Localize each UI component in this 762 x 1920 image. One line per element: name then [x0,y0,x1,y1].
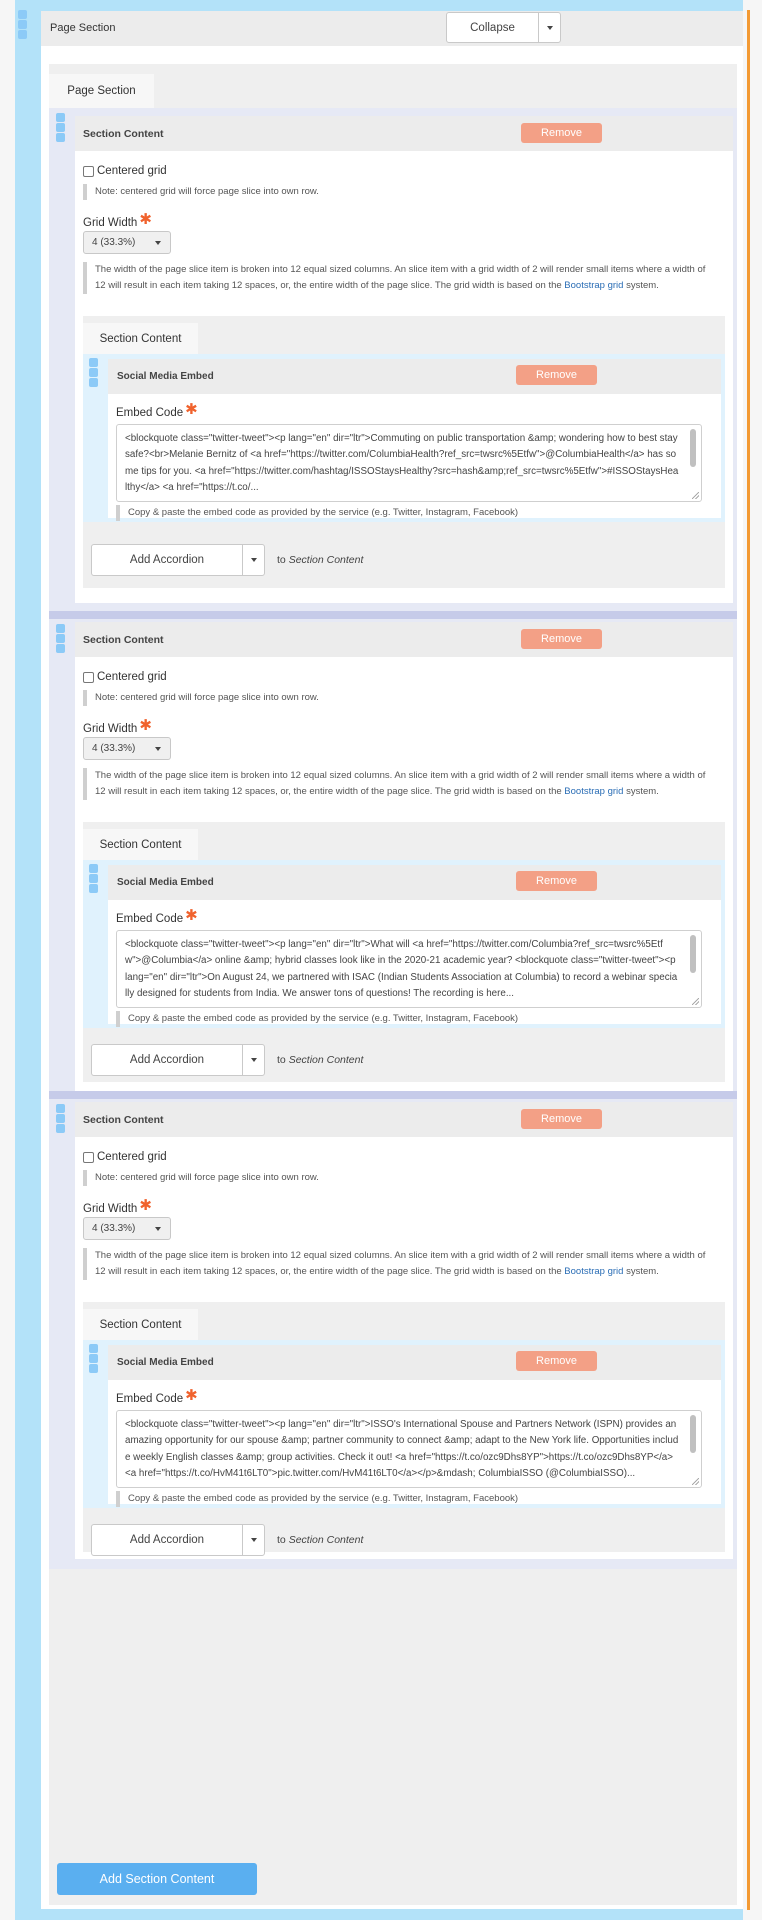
centered-grid-note: Note: centered grid will force page slice into own row. [83,690,319,706]
section-content-inner-panel [83,1302,725,1552]
add-type-dropdown-toggle[interactable] [242,1045,264,1075]
social-media-embed-title: Social Media Embed [117,877,214,888]
textarea-scrollbar[interactable] [690,935,696,973]
social-media-embed-header [108,865,721,900]
add-accordion-button[interactable]: Add Accordion [129,1054,205,1066]
caret-down-icon [155,1227,161,1231]
add-accordion-button[interactable]: Add Accordion [129,1534,205,1546]
embed-code-textarea[interactable]: <blockquote class="twitter-tweet"><p lang="en" dir="ltr">What will <a href="https://twitter.com/Columbia?ref_src=twsrc%5Etfw">@Columbia</a> online &amp; hybrid classes look like in the 2020-21 academic year? <blockquote class="twitter-tweet"><p lang="en" dir="ltr">On August 24, we partnered with ISAC (Indian Students Association at Columbia) to record a webinar specially designed for students from India. We answer tons of questions! The recording is here... [116,930,702,1008]
grid-width-label: Grid Width ✱ [83,211,152,229]
embed-code-textarea[interactable]: <blockquote class="twitter-tweet"><p lang="en" dir="ltr">Commuting on public transportation &amp; wondering how to best stay safe?<br>Melanie Bernitz of <a href="https://twitter.com/ColumbiaHealth?ref_src=twsrc%5Etfw">@ColumbiaHealth</a> has some tips for you. <a href="https://twitter.com/hashtag/ISSOStaysHealthy?src=hash&amp;ref_src=twsrc%5Etfw">#ISSOStaysHealthy</a> <a href="https://t.co/... [116,424,702,502]
social-media-embed-block [83,354,725,522]
page-section-title: Page Section [50,22,116,34]
collapse-button[interactable]: Collapse [470,21,515,34]
grid-width-label: Grid Width ✱ [83,1197,152,1215]
caret-down-icon [155,747,161,751]
required-asterisk-icon: ✱ [185,907,198,924]
tab-section-content[interactable]: Section Content [83,1309,198,1340]
section-content-body [75,151,733,603]
add-accordion-split-button[interactable] [91,544,265,576]
add-type-dropdown-toggle[interactable] [242,545,264,575]
resize-handle-icon[interactable] [692,1478,699,1485]
drag-handle-icon[interactable] [89,1344,99,1374]
caret-down-icon [251,1538,257,1542]
add-accordion-row [91,544,363,576]
textarea-scrollbar[interactable] [690,1415,696,1453]
section-content-title: Section Content [83,1114,164,1126]
remove-section-content-button[interactable]: Remove [521,1109,602,1129]
section-content-block [49,619,737,1091]
grid-width-help: The width of the page slice item is broken into 12 equal sized columns. An slice item with a grid width of 2 will render small items where a width of 12 will result in each item taking 12 spaces, or, the entire width of the page slice. The grid width is based on the Bootstrap grid system. [83,1248,708,1280]
grid-width-select[interactable]: 4 (33.3%) [83,231,171,254]
resize-handle-icon[interactable] [692,998,699,1005]
add-accordion-split-button[interactable] [91,1044,265,1076]
resize-handle-icon[interactable] [692,492,699,499]
section-content-title: Section Content [83,634,164,646]
drag-handle-icon[interactable] [56,1104,66,1134]
add-target-text: to Section Content [277,1534,364,1546]
add-accordion-row [91,1524,363,1556]
section-content-block [49,1099,737,1569]
add-section-content-button[interactable]: Add Section Content [57,1863,257,1895]
page-section-body [49,64,737,1905]
add-accordion-split-button[interactable] [91,1524,265,1556]
orange-accent-bar [747,10,750,1910]
grid-width-select[interactable]: 4 (33.3%) [83,1217,171,1240]
remove-section-content-button[interactable]: Remove [521,123,602,143]
required-asterisk-icon: ✱ [185,401,198,418]
caret-down-icon [155,241,161,245]
drag-handle-icon[interactable] [56,113,66,143]
embed-code-help: Copy & paste the embed code as provided by the service (e.g. Twitter, Instagram, Facebook) [116,1011,518,1027]
centered-grid-checkbox-row[interactable] [83,1151,167,1163]
add-target-text: to Section Content [277,1054,364,1066]
grid-width-select[interactable]: 4 (33.3%) [83,737,171,760]
required-asterisk-icon: ✱ [139,717,152,734]
section-content-inner-panel [83,822,725,1082]
social-media-embed-header [108,1345,721,1380]
drag-handle-icon[interactable] [89,864,99,894]
grid-width-help: The width of the page slice item is broken into 12 equal sized columns. An slice item with a grid width of 2 will render small items where a width of 12 will result in each item taking 12 spaces, or, the entire width of the page slice. The grid width is based on the Bootstrap grid system. [83,768,708,800]
centered-grid-checkbox[interactable] [83,672,94,683]
social-media-embed-body [108,900,721,1024]
section-content-header [75,622,733,657]
centered-grid-checkbox[interactable] [83,1152,94,1163]
centered-grid-checkbox[interactable] [83,166,94,177]
bootstrap-grid-link[interactable]: Bootstrap grid [564,1266,624,1277]
tab-section-content[interactable]: Section Content [83,829,198,860]
section-divider [49,1091,737,1099]
drag-handle-icon[interactable] [89,358,99,388]
add-target-text: to Section Content [277,554,364,566]
social-media-embed-body [108,1380,721,1504]
section-content-inner-panel [83,316,725,588]
embed-code-label: Embed Code ✱ [116,1387,198,1405]
caret-down-icon [251,558,257,562]
page-section-card [41,11,743,1909]
social-media-embed-body [108,394,721,518]
centered-grid-note: Note: centered grid will force page slice into own row. [83,184,319,200]
remove-embed-button[interactable]: Remove [516,871,597,891]
tab-section-content[interactable]: Section Content [83,323,198,354]
textarea-scrollbar[interactable] [690,429,696,467]
section-content-header [75,1102,733,1137]
social-media-embed-title: Social Media Embed [117,1357,214,1368]
caret-down-icon [251,1058,257,1062]
section-divider [49,611,737,619]
social-media-embed-block [83,860,725,1028]
centered-grid-checkbox-row[interactable] [83,671,167,683]
centered-grid-label: Centered grid [97,671,167,683]
page-section-header [41,11,743,46]
drag-handle-icon[interactable] [18,10,28,40]
add-accordion-row [91,1044,363,1076]
embed-code-label: Embed Code ✱ [116,401,198,419]
social-media-embed-block [83,1340,725,1508]
add-type-dropdown-toggle[interactable] [242,1525,264,1555]
social-media-embed-title: Social Media Embed [117,371,214,382]
section-content-body [75,657,733,1091]
bootstrap-grid-link[interactable]: Bootstrap grid [564,786,624,797]
caret-down-icon [547,26,553,30]
bootstrap-grid-link[interactable]: Bootstrap grid [564,280,624,291]
grid-width-label: Grid Width ✱ [83,717,152,735]
remove-embed-button[interactable]: Remove [516,365,597,385]
embed-code-help: Copy & paste the embed code as provided by the service (e.g. Twitter, Instagram, Facebook) [116,1491,518,1507]
required-asterisk-icon: ✱ [139,1197,152,1214]
collapse-dropdown-toggle[interactable] [538,13,560,42]
add-accordion-button[interactable]: Add Accordion [129,554,205,566]
remove-embed-button[interactable]: Remove [516,1351,597,1371]
section-content-header [75,116,733,151]
remove-section-content-button[interactable]: Remove [521,629,602,649]
collapse-split-button[interactable] [446,12,561,43]
drag-handle-icon[interactable] [56,624,66,654]
centered-grid-label: Centered grid [97,1151,167,1163]
section-content-body [75,1137,733,1559]
grid-width-help: The width of the page slice item is broken into 12 equal sized columns. An slice item with a grid width of 2 will render small items where a width of 12 will result in each item taking 12 spaces, or, the entire width of the page slice. The grid width is based on the Bootstrap grid system. [83,262,708,294]
tab-page-section[interactable]: Page Section [49,74,154,108]
section-content-title: Section Content [83,128,164,140]
social-media-embed-header [108,359,721,394]
embed-code-label: Embed Code ✱ [116,907,198,925]
centered-grid-note: Note: centered grid will force page slice into own row. [83,1170,319,1186]
section-content-block [49,108,737,611]
embed-code-textarea[interactable]: <blockquote class="twitter-tweet"><p lang="en" dir="ltr">ISSO's International Spouse and Partners Network (ISPN) provides an amazing opportunity for our spouse &amp; partner community to connect &amp; adapt to the New York life. Opportunities include weekly English classes &amp; group activities. Check it out! <a href="https://t.co/ozc9Dhs8YP">https://t.co/ozc9Dhs8YP</a> <a href="https://t.co/HvM41t6LT0">pic.twitter.com/HvM41t6LT0</a></p>&mdash; ColumbiaISSO (@ColumbiaISSO)... [116,1410,702,1488]
centered-grid-label: Centered grid [97,165,167,177]
embed-code-help: Copy & paste the embed code as provided by the service (e.g. Twitter, Instagram, Facebook) [116,505,518,521]
required-asterisk-icon: ✱ [185,1387,198,1404]
required-asterisk-icon: ✱ [139,211,152,228]
centered-grid-checkbox-row[interactable] [83,165,167,177]
